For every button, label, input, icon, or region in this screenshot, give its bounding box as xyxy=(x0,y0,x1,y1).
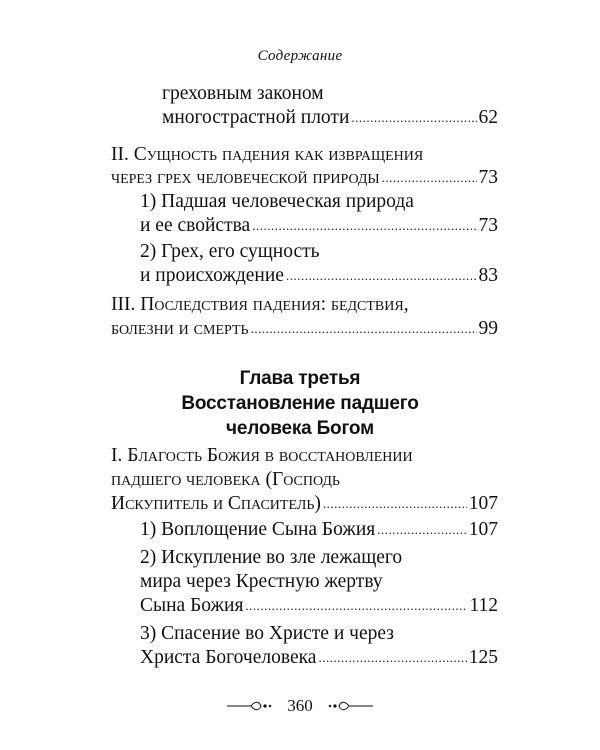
toc-line: I. Благость Божия в восстановлении xyxy=(111,445,413,466)
toc-entry[interactable] xyxy=(111,492,498,517)
chapter-heading-line-1: Глава третья xyxy=(239,368,361,389)
dot-leader xyxy=(323,492,467,516)
dot-leader xyxy=(382,166,477,190)
toc-line: III. Последствия падения: бедствия, xyxy=(111,294,409,315)
toc-entry[interactable] xyxy=(140,214,498,239)
toc-entry-title: и происхождение xyxy=(140,265,284,286)
dot-leader xyxy=(245,594,467,618)
toc-page-number: 99 xyxy=(478,318,498,339)
dot-leader xyxy=(252,214,476,238)
page-footer xyxy=(0,694,600,717)
toc-page-number: 112 xyxy=(469,595,498,616)
toc-line: 3) Спасение во Христе и через xyxy=(140,623,394,644)
dot-leader xyxy=(377,518,466,542)
page-number: 360 xyxy=(287,696,313,716)
ornament-left-icon xyxy=(225,700,275,712)
toc-entry-title: болезни и смерть xyxy=(111,318,249,339)
toc-page-number: 107 xyxy=(468,519,498,540)
toc-line: 2) Искупление во зле лежащего xyxy=(140,547,403,568)
dot-leader xyxy=(251,317,477,341)
toc-entry-title: и ее свойства xyxy=(140,215,251,236)
dot-leader xyxy=(318,646,466,670)
toc-page-number: 83 xyxy=(478,265,498,286)
toc-page-number: 73 xyxy=(478,215,498,236)
toc-line: мира через Крестную жертву xyxy=(140,571,383,592)
toc-entry[interactable] xyxy=(140,264,498,289)
toc-line: падшего человека (Господь xyxy=(111,469,340,490)
toc-page-number: 125 xyxy=(468,647,498,668)
toc-entry[interactable] xyxy=(111,166,498,191)
toc-entry[interactable] xyxy=(162,106,498,131)
toc-page-number: 62 xyxy=(478,107,498,128)
toc-page-number: 107 xyxy=(468,493,498,514)
toc-entry[interactable] xyxy=(111,317,498,342)
toc-entry-title: через грех человеческой природы xyxy=(111,167,380,188)
toc-entry[interactable] xyxy=(140,518,498,543)
toc-entry[interactable] xyxy=(140,646,498,671)
toc-entry[interactable] xyxy=(140,594,498,619)
toc-line: 2) Грех, его сущность xyxy=(140,241,320,262)
ornament-right-icon xyxy=(325,700,375,712)
dot-leader xyxy=(286,264,477,288)
toc-entry-title: Сына Божия xyxy=(140,595,244,616)
toc-page-number: 73 xyxy=(478,167,498,188)
chapter-heading-line-3: человека Богом xyxy=(226,418,374,439)
toc-entry-title: Искупитель и Спаситель) xyxy=(111,493,321,514)
toc-entry-title: многострастной плоти xyxy=(162,107,350,128)
running-head: Содержание xyxy=(257,48,343,64)
toc-entry-title: Христа Богочеловека xyxy=(140,647,317,668)
dot-leader xyxy=(351,106,476,130)
toc-line: 1) Падшая человеческая природа xyxy=(140,191,414,212)
toc-line: II. Сущность падения как извращения xyxy=(111,144,424,165)
chapter-heading-line-2: Восстановление падшего xyxy=(181,393,419,414)
toc-line: греховным законом xyxy=(162,83,324,104)
toc-entry-title: 1) Воплощение Сына Божия xyxy=(140,519,376,540)
